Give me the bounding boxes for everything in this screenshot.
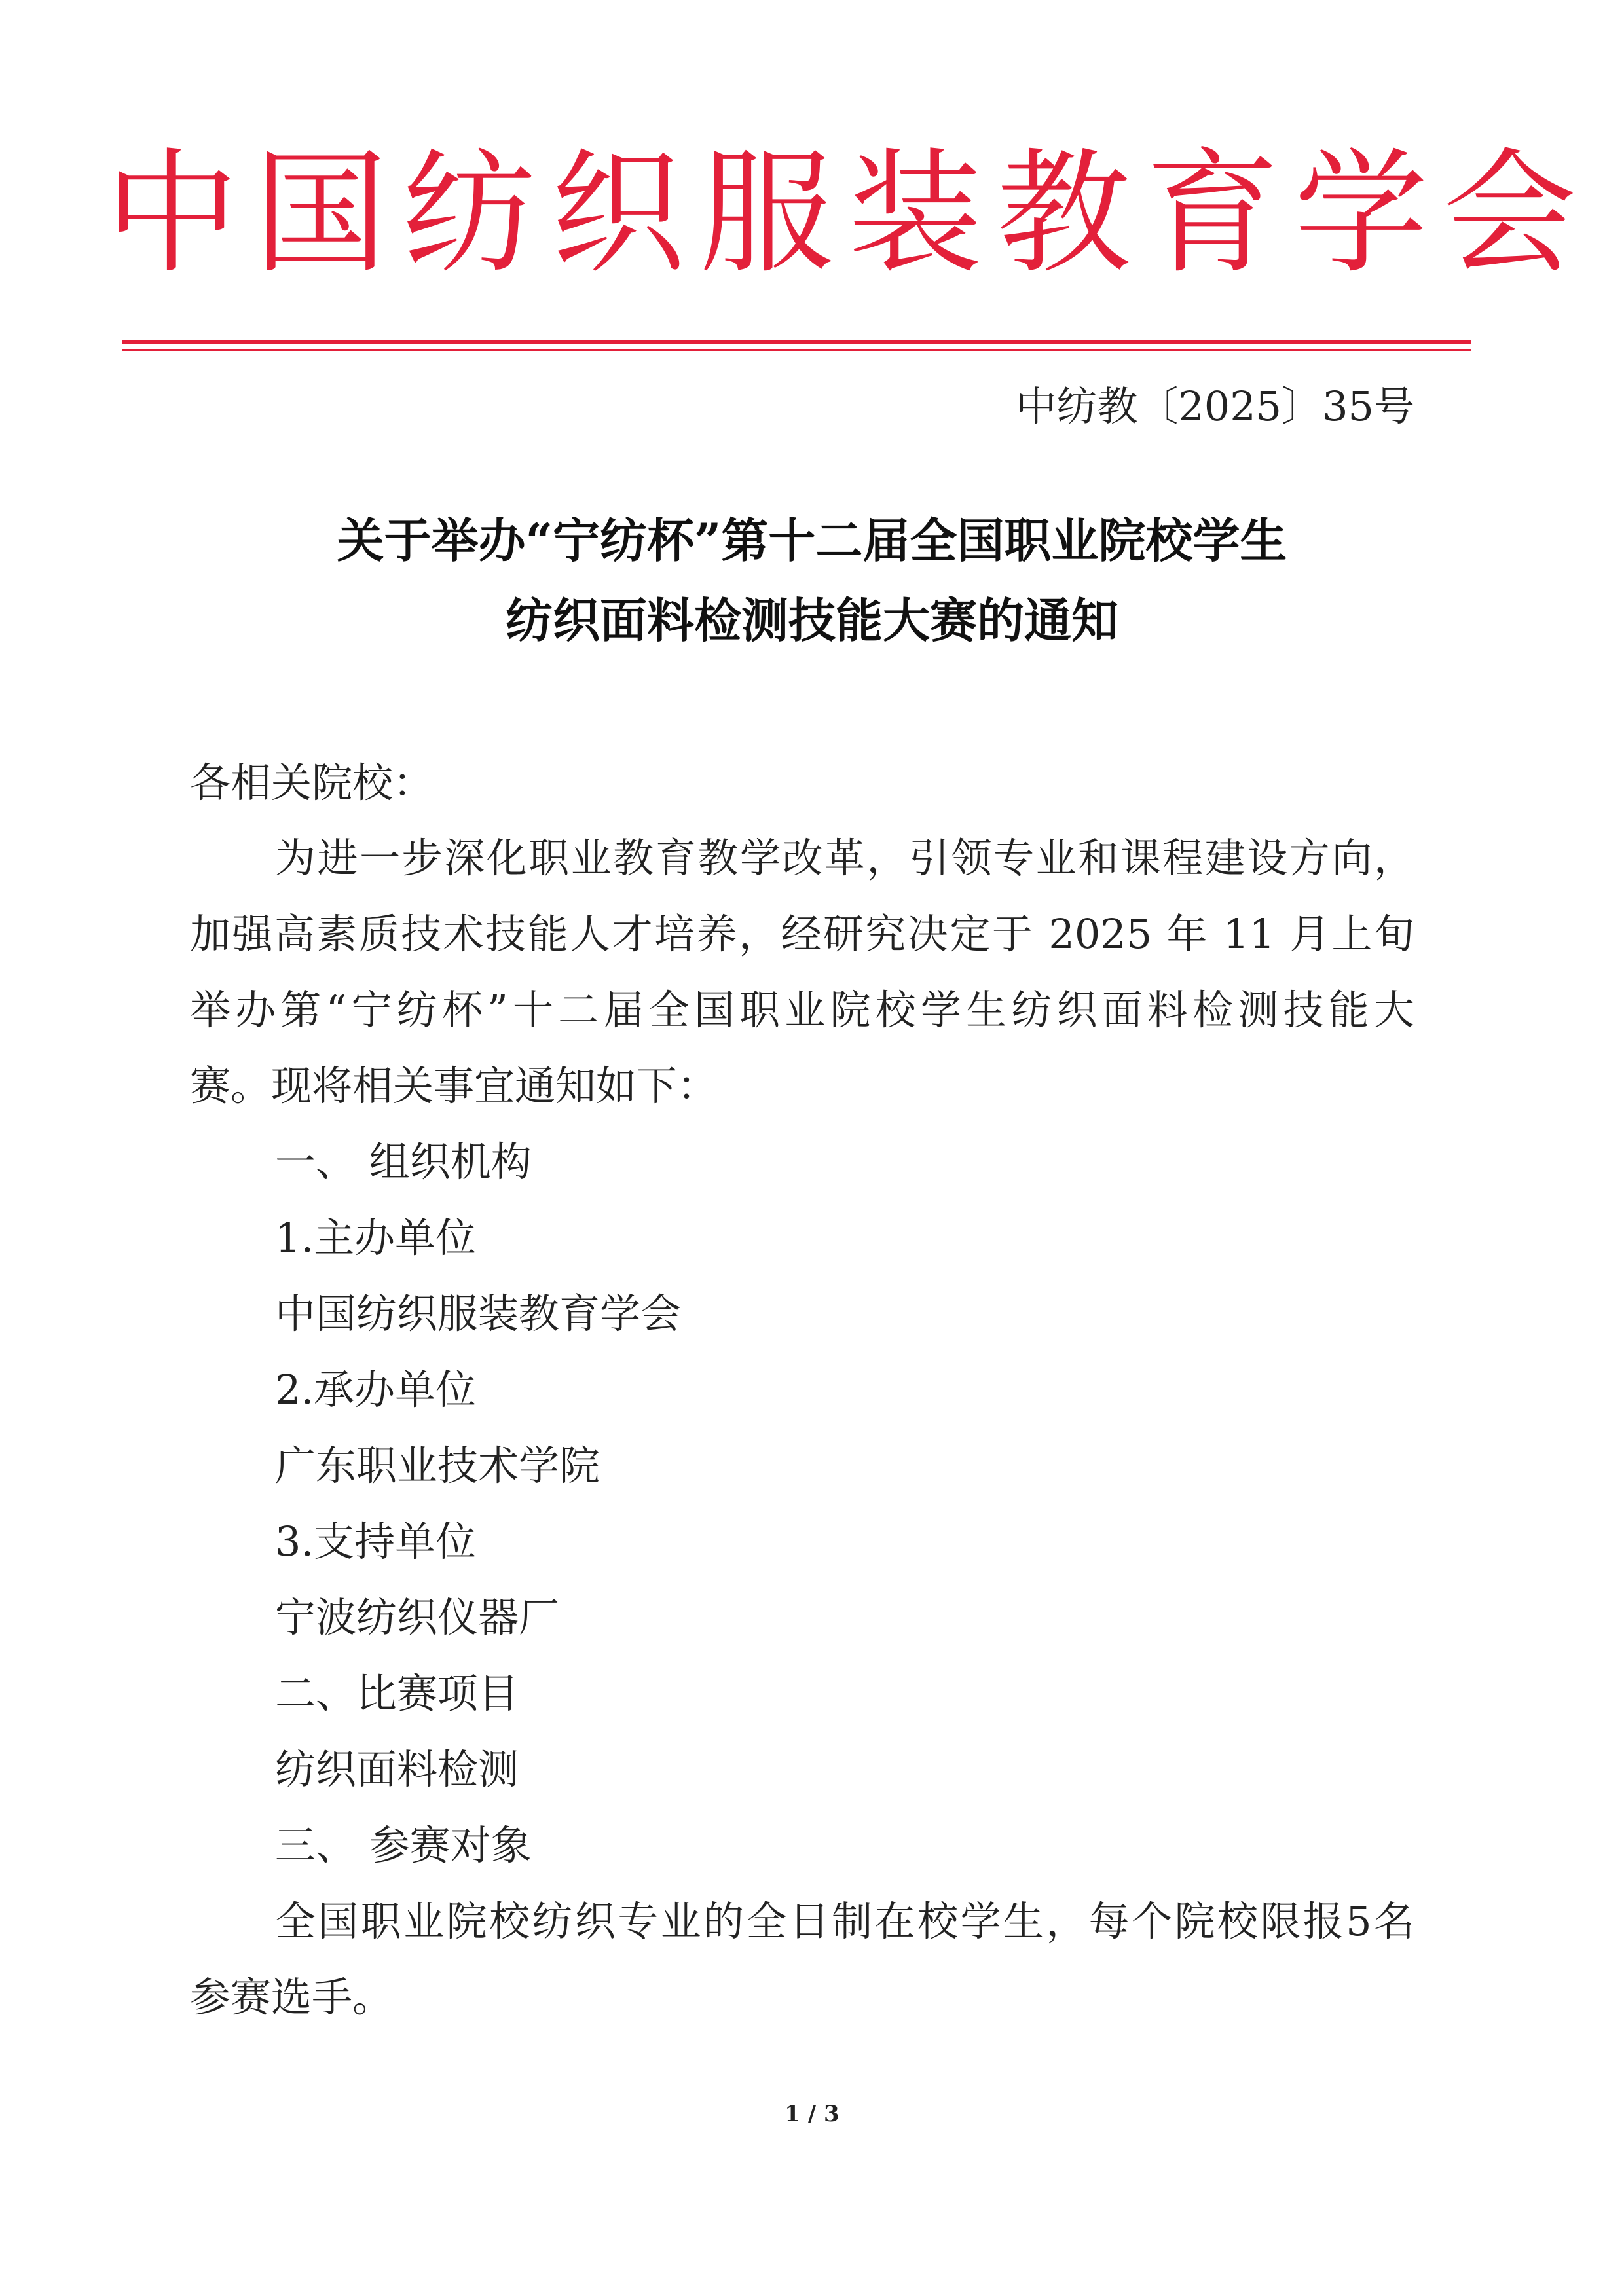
- letterhead-org-name: 中国纺织服装教育学会: [105, 136, 1591, 292]
- section-3-line-2: 参赛选手。: [190, 1973, 394, 2021]
- section-1-heading: 一、 组织机构: [275, 1138, 532, 1186]
- intro-line-1: 为进一步深化职业教育教学改革，引领专业和课程建设方向，: [275, 834, 1414, 882]
- section-3-line-1: 全国职业院校纺织专业的全日制在校学生，每个院校限报5名: [275, 1897, 1414, 1945]
- section-3-heading: 三、 参赛对象: [275, 1821, 532, 1869]
- document-number: 中纺教〔2025〕35号: [1016, 382, 1414, 430]
- title-line-1: 关于举办“宁纺杯”第十二届全国职业院校学生: [337, 513, 1287, 568]
- intro-line-4: 赛。现将相关事宜通知如下：: [190, 1062, 718, 1110]
- letterhead-rule-thin: [122, 349, 1471, 351]
- section-1-item-2-label: 2.承办单位: [275, 1366, 477, 1413]
- salutation: 各相关院校：: [190, 759, 434, 807]
- section-1-item-1-value: 中国纺织服装教育学会: [275, 1290, 682, 1338]
- section-1-item-2-value: 广东职业技术学院: [275, 1442, 600, 1489]
- intro-line-3: 举办第“宁纺杯”十二届全国职业院校学生纺织面料检测技能大: [190, 986, 1414, 1034]
- page-indicator: 1 / 3: [784, 2101, 840, 2127]
- title-line-2: 纺织面料检测技能大赛的通知: [505, 592, 1118, 648]
- section-2-value: 纺织面料检测: [275, 1745, 519, 1793]
- section-1-item-1-label: 1.主办单位: [275, 1214, 477, 1262]
- letterhead-rule-thick: [122, 340, 1471, 344]
- section-2-heading: 二、比赛项目: [275, 1669, 519, 1717]
- intro-line-2: 加强高素质技术技能人才培养，经研究决定于 2025 年 11 月上旬: [190, 910, 1414, 958]
- section-1-item-3-value: 宁波纺织仪器厂: [275, 1594, 560, 1641]
- section-1-item-3-label: 3.支持单位: [275, 1518, 477, 1565]
